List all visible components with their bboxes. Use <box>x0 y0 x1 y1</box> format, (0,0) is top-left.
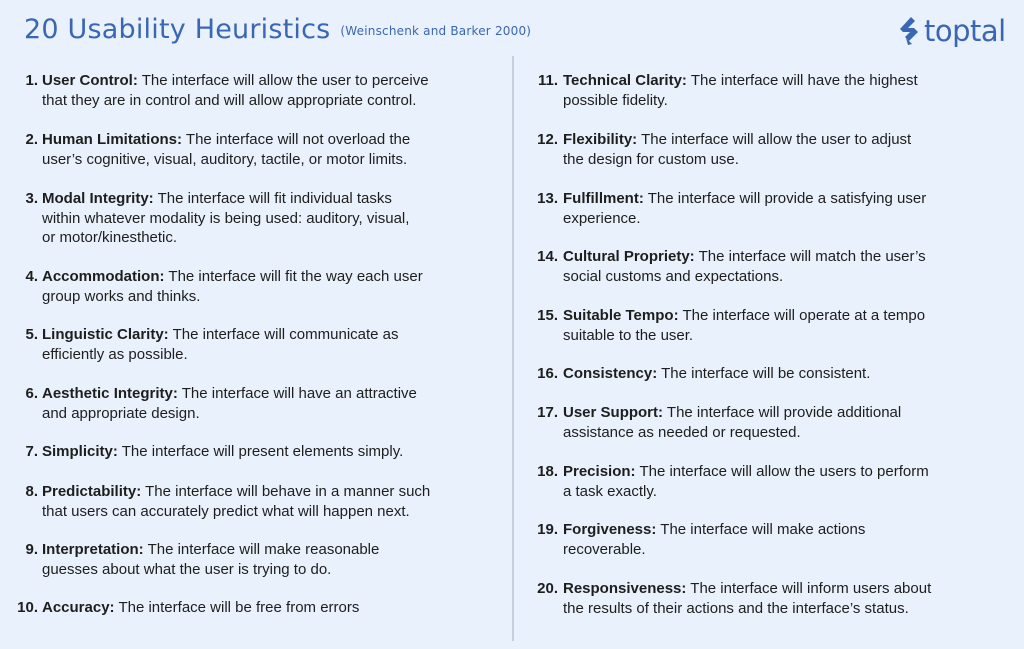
heuristic-term: Flexibility: <box>563 131 638 148</box>
line-text: The interface will make actions <box>660 521 866 538</box>
line-text: The interface will have an attractive <box>181 385 417 402</box>
heuristic-number: 11. <box>537 72 558 89</box>
description-line <box>42 325 399 345</box>
heuristic-description <box>563 579 931 618</box>
heuristic-number: 17. <box>537 404 558 421</box>
line-text: The interface will have the highest <box>690 72 918 89</box>
description-line <box>563 209 926 229</box>
description-line <box>563 403 901 423</box>
heuristic-number: 18. <box>537 463 558 480</box>
heuristic-number: 12. <box>537 131 558 148</box>
heuristic-description <box>42 325 399 364</box>
heuristic-description <box>42 71 429 110</box>
heuristic-term: User Support: <box>563 404 664 421</box>
heuristic-description <box>563 189 926 228</box>
heuristic-term: Forgiveness: <box>563 521 657 538</box>
line-text: The interface will inform users about <box>690 580 932 597</box>
heuristic-number: 13. <box>537 190 558 207</box>
citation-subtitle: (Weinschenk and Barker 2000) <box>340 24 532 38</box>
heuristic-number: 9. <box>25 541 38 558</box>
line-text: The interface will be consistent. <box>661 365 871 382</box>
heuristic-term: Modal Integrity: <box>42 190 154 207</box>
line-text: The interface will not overload the <box>185 131 411 148</box>
toptal-logo[interactable] <box>898 13 1006 49</box>
description-line <box>42 345 399 365</box>
heuristic-description <box>563 520 865 559</box>
heuristic-number: 2. <box>25 131 38 148</box>
heuristic-term: Interpretation: <box>42 541 144 558</box>
description-line <box>42 404 417 424</box>
heuristic-term: Consistency: <box>563 365 658 382</box>
description-line <box>42 560 379 580</box>
heuristic-number: 4. <box>25 268 38 285</box>
line-text: that users can accurately predict what will happen next. <box>42 502 410 520</box>
heuristic-description <box>563 364 870 384</box>
heuristic-term: Accuracy: <box>42 599 115 616</box>
heuristic-number: 1. <box>25 72 38 89</box>
description-line <box>563 364 870 384</box>
line-text: experience. <box>563 209 641 227</box>
heuristic-description <box>42 189 409 248</box>
logo-text: toptal <box>924 14 1006 48</box>
line-text: The interface will fit individual tasks <box>157 190 392 207</box>
line-text: The interface will allow the user to perceive <box>141 72 429 89</box>
description-line <box>42 442 403 462</box>
heuristic-term: Aesthetic Integrity: <box>42 385 178 402</box>
description-line <box>42 540 379 560</box>
heuristic-description <box>563 71 918 110</box>
description-line <box>42 287 423 307</box>
description-line <box>563 306 925 326</box>
line-text: recoverable. <box>563 540 646 558</box>
description-line <box>563 247 926 267</box>
line-text: The interface will provide a satisfying user <box>647 190 927 207</box>
description-line <box>563 579 931 599</box>
heuristic-term: Cultural Propriety: <box>563 248 695 265</box>
description-line <box>563 520 865 540</box>
heuristic-number: 6. <box>25 385 38 402</box>
description-line <box>563 150 911 170</box>
line-text: The interface will communicate as <box>172 326 399 343</box>
line-text: within whatever modality is being used: auditory, visual, <box>42 209 410 227</box>
line-text: The interface will match the user’s <box>698 248 926 265</box>
heuristic-description <box>563 130 911 169</box>
line-text: that they are in control and will allow appropriate control. <box>42 91 417 109</box>
heuristic-description <box>42 130 410 169</box>
line-text: the results of their actions and the interface’s status. <box>563 599 909 617</box>
description-line <box>42 209 409 229</box>
heuristic-term: Suitable Tempo: <box>563 307 679 324</box>
line-text: suitable to the user. <box>563 326 694 344</box>
heuristic-term: Precision: <box>563 463 636 480</box>
description-line <box>563 540 865 560</box>
description-line <box>42 150 410 170</box>
header <box>0 0 1024 56</box>
heuristic-term: User Control: <box>42 72 138 89</box>
line-text: The interface will behave in a manner such <box>145 483 431 500</box>
description-line <box>563 130 911 150</box>
heuristic-description <box>563 247 926 286</box>
line-text: assistance as needed or requested. <box>563 423 801 441</box>
description-line <box>42 228 409 248</box>
line-text: The interface will operate at a tempo <box>682 307 926 324</box>
heuristic-number: 3. <box>25 190 38 207</box>
heuristic-number: 14. <box>537 248 558 265</box>
description-line <box>42 189 409 209</box>
line-text: group works and thinks. <box>42 287 201 305</box>
line-text: The interface will allow the users to perform <box>639 463 929 480</box>
description-line <box>42 502 430 522</box>
line-text: The interface will present elements simply. <box>121 443 404 460</box>
heuristic-term: Responsiveness: <box>563 580 687 597</box>
heuristic-term: Simplicity: <box>42 443 118 460</box>
line-text: efficiently as possible. <box>42 345 188 363</box>
heuristic-term: Fulfillment: <box>563 190 644 207</box>
line-text: the design for custom use. <box>563 150 739 168</box>
line-text: and appropriate design. <box>42 404 200 422</box>
title-text: 20 Usability Heuristics <box>24 14 331 45</box>
line-text: The interface will provide additional <box>666 404 902 421</box>
heuristic-description <box>42 540 379 579</box>
heuristic-number: 5. <box>25 326 38 343</box>
description-line <box>563 91 918 111</box>
heuristic-description <box>563 306 925 345</box>
line-text: The interface will be free from errors <box>118 599 360 616</box>
description-line <box>563 482 929 502</box>
heuristic-term: Technical Clarity: <box>563 72 687 89</box>
description-line <box>42 130 410 150</box>
line-text: or motor/kinesthetic. <box>42 229 178 246</box>
description-line <box>563 462 929 482</box>
description-line <box>42 71 429 91</box>
description-line <box>563 423 901 443</box>
description-line <box>563 599 931 619</box>
heuristic-number: 7. <box>25 443 38 460</box>
description-line <box>42 91 429 111</box>
heuristic-description <box>42 442 403 462</box>
line-text: a task exactly. <box>563 482 657 500</box>
heuristic-term: Linguistic Clarity: <box>42 326 169 343</box>
heuristic-number: 10. <box>17 599 38 616</box>
page-title <box>24 14 531 45</box>
heuristic-description <box>42 482 430 521</box>
line-text: social customs and expectations. <box>563 267 784 285</box>
heuristic-number: 8. <box>25 483 38 500</box>
line-text: user’s cognitive, visual, auditory, tactile, or motor limits. <box>42 150 408 168</box>
description-line <box>42 482 430 502</box>
heuristic-term: Human Limitations: <box>42 131 183 148</box>
heuristic-number: 20. <box>537 580 558 597</box>
heuristic-description <box>563 403 901 442</box>
line-text: The interface will allow the user to adjust <box>641 131 912 148</box>
heuristic-number: 15. <box>537 307 558 324</box>
heuristic-description <box>42 598 359 618</box>
description-line <box>563 326 925 346</box>
heuristic-term: Predictability: <box>42 483 142 500</box>
heuristic-number: 19. <box>537 521 558 538</box>
description-line <box>563 71 918 91</box>
line-text: The interface will make reasonable <box>147 541 380 558</box>
description-line <box>42 267 423 287</box>
line-text: guesses about what the user is trying to do. <box>42 560 332 578</box>
line-text: possible fidelity. <box>563 91 668 109</box>
column-divider <box>512 56 514 641</box>
description-line <box>42 384 417 404</box>
description-line <box>42 598 359 618</box>
toptal-diamond-icon <box>898 15 922 47</box>
line-text: The interface will fit the way each user <box>168 268 423 285</box>
heuristic-number: 16. <box>537 365 558 382</box>
description-line <box>563 267 926 287</box>
description-line <box>563 189 926 209</box>
heuristic-term: Accommodation: <box>42 268 165 285</box>
heuristic-description <box>42 267 423 306</box>
heuristic-description <box>563 462 929 501</box>
heuristic-description <box>42 384 417 423</box>
